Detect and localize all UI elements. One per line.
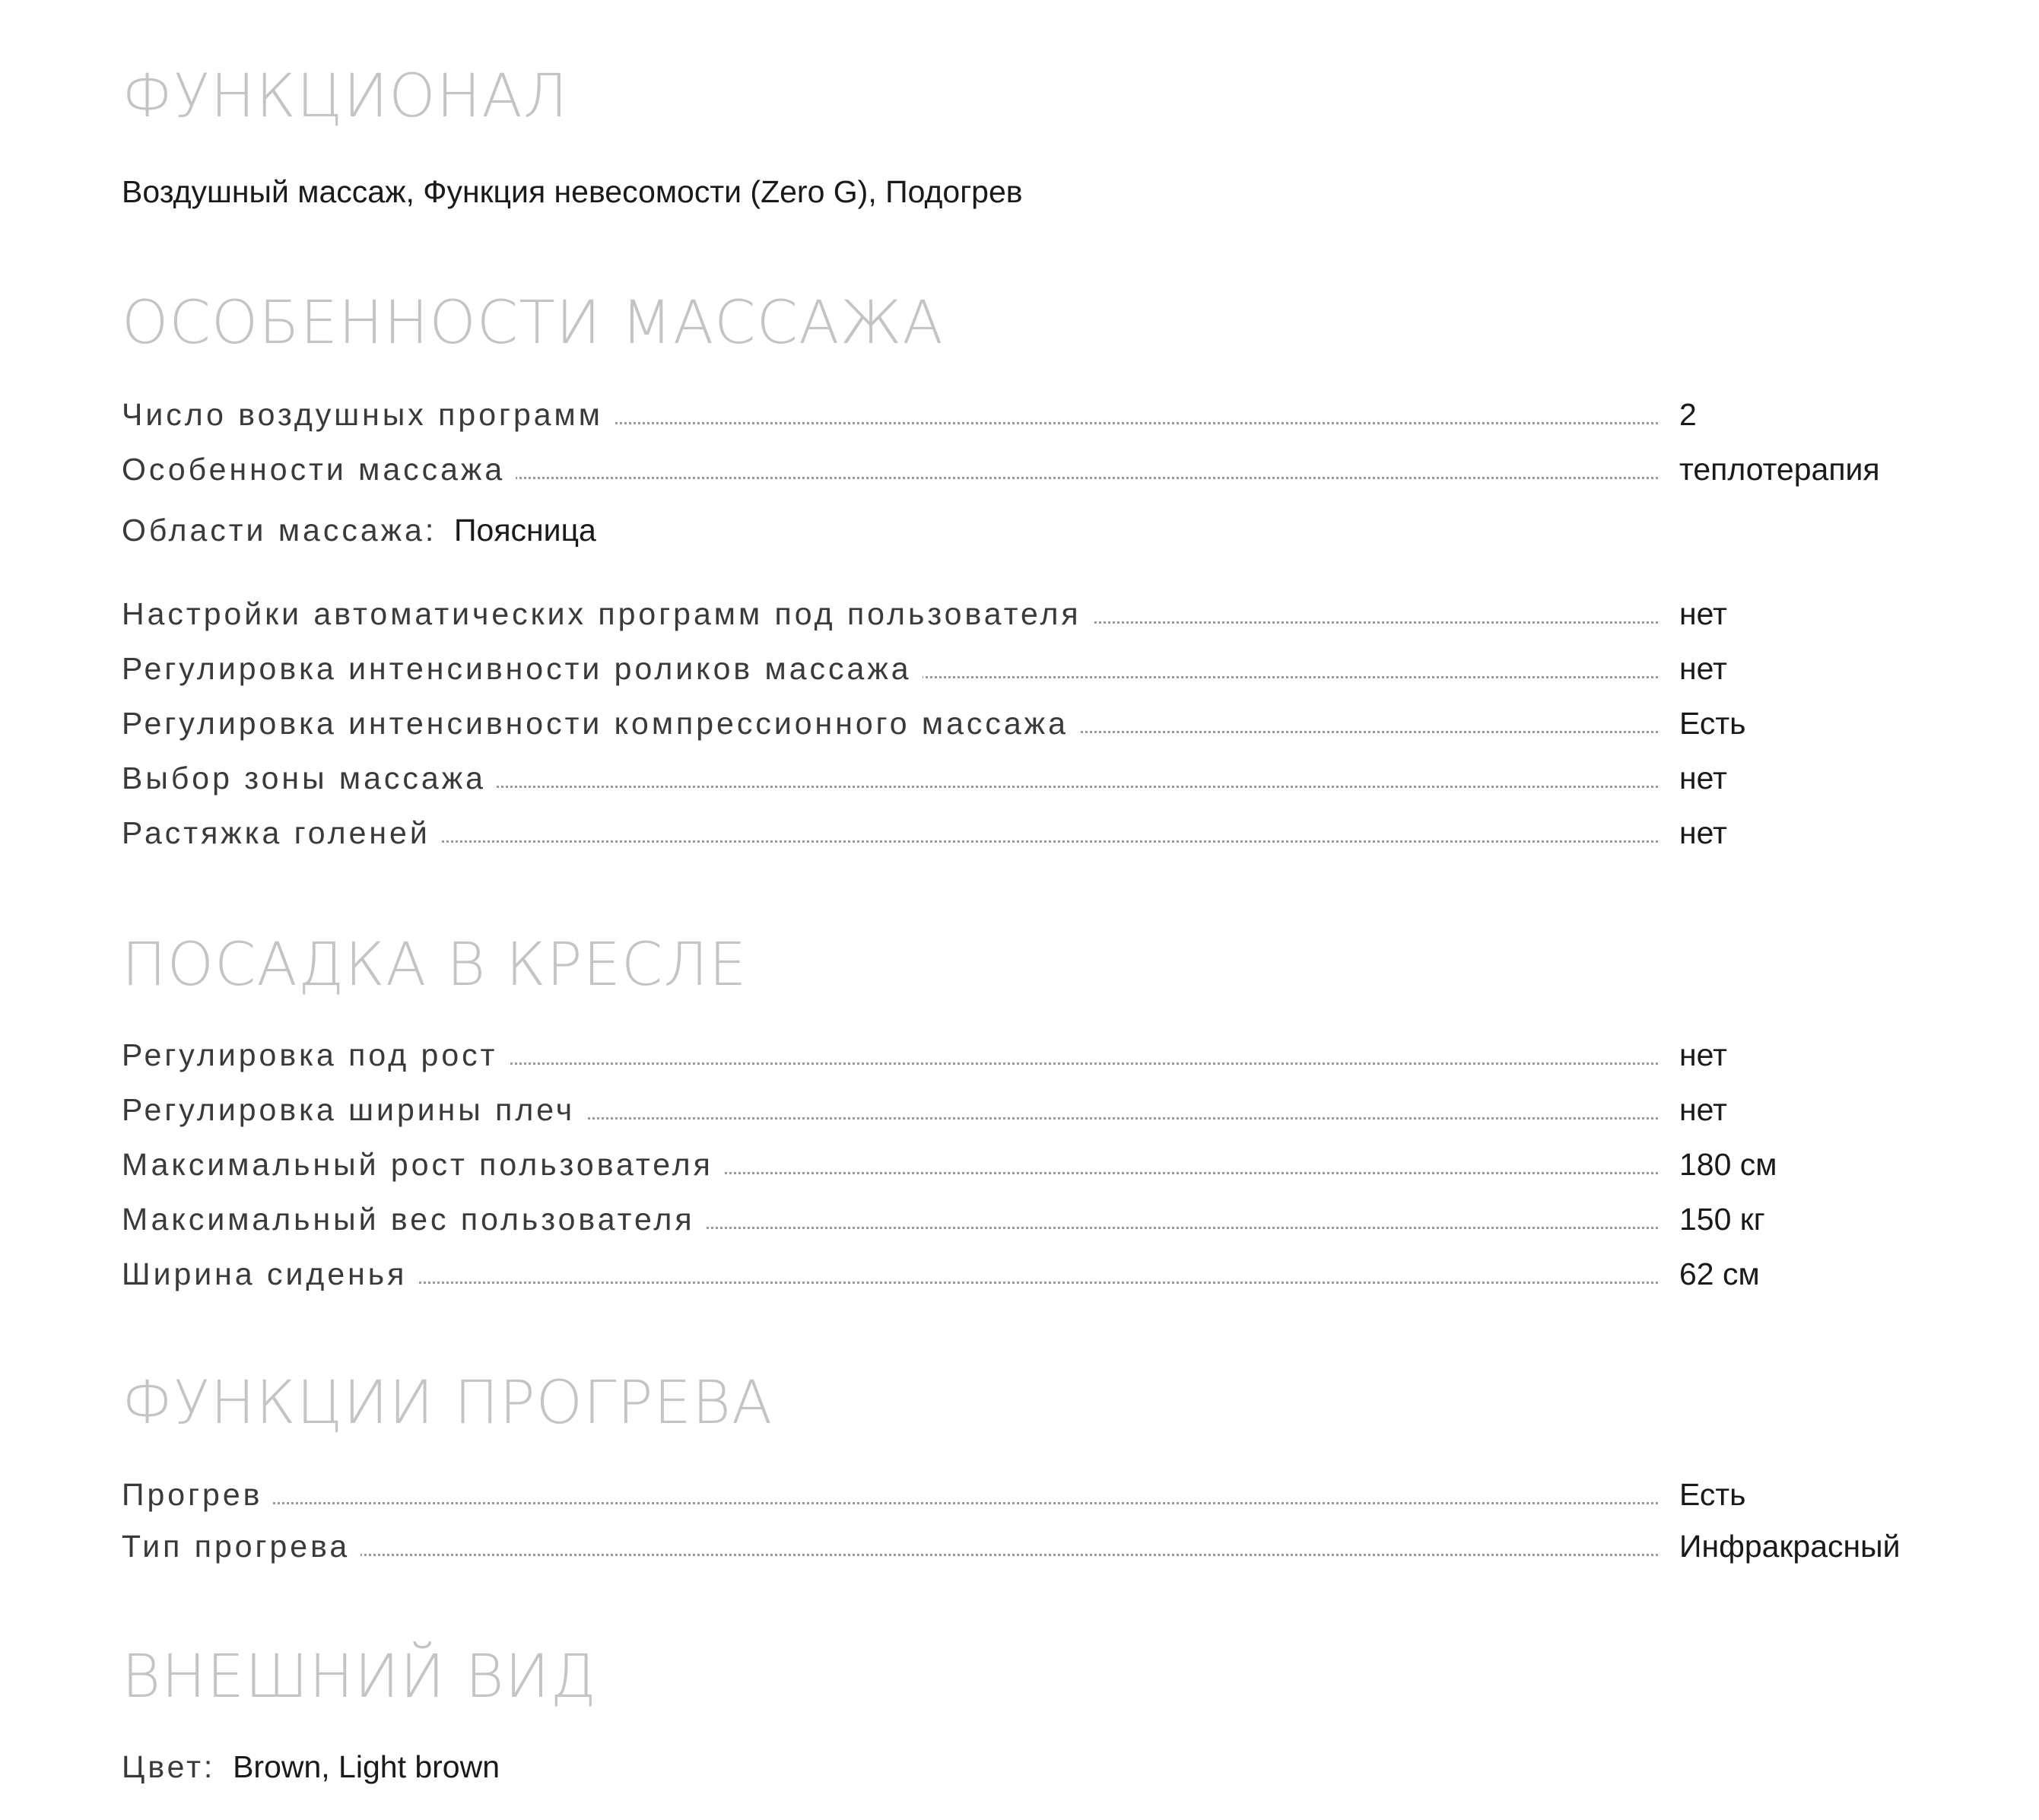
section-title-massage: ОСОБЕННОСТИ МАССАЖА [122, 289, 944, 357]
spec-label: Число воздушных программ [122, 395, 614, 434]
spec-label: Настройки автоматических программ под пользователя [122, 595, 1092, 633]
functional-features-text: Воздушный массаж, Функция невесомости (Zero G), Подогрев [122, 174, 1023, 209]
spec-value: нет [1679, 596, 1727, 631]
color-value: Brown, Light brown [224, 1749, 500, 1784]
spec-label: Максимальный вес пользователя [122, 1200, 706, 1238]
spec-value: нет [1679, 651, 1727, 686]
spec-value: Есть [1679, 706, 1746, 741]
spec-label: Ширина сиденья [122, 1255, 418, 1293]
spec-label: Прогрев [122, 1475, 273, 1513]
spec-row-height-adjust [122, 1036, 1947, 1074]
massage-areas [122, 511, 596, 549]
section-title-seating: ПОСАДКА В КРЕСЛЕ [122, 931, 748, 999]
spec-value: нет [1679, 1037, 1727, 1072]
spec-value: Есть [1679, 1477, 1746, 1512]
spec-row-heating-type [122, 1527, 1947, 1565]
spec-label: Регулировка под рост [122, 1036, 508, 1074]
spec-value: 2 [1679, 397, 1697, 432]
spec-row-zone-selection [122, 759, 1947, 797]
spec-row-roller-intensity [122, 650, 1947, 688]
spec-row-air-programs [122, 395, 1947, 434]
spec-value: нет [1679, 1092, 1727, 1127]
spec-label: Регулировка интенсивности роликов массажа [122, 650, 923, 688]
spec-row-massage-features [122, 450, 1947, 488]
spec-row-calf-stretch [122, 814, 1947, 852]
spec-value: 62 см [1679, 1256, 1760, 1291]
spec-value: нет [1679, 761, 1727, 796]
spec-label: Регулировка интенсивности компрессионного массажа [122, 704, 1079, 742]
section-title-functional: ФУНКЦИОНАЛ [122, 62, 569, 131]
dot-leader [122, 1502, 1658, 1504]
spec-row-max-height [122, 1145, 1947, 1183]
spec-label: Тип прогрева [122, 1527, 360, 1565]
spec-row-auto-programs [122, 595, 1947, 633]
spec-value: 180 см [1679, 1147, 1777, 1182]
spec-value: нет [1679, 815, 1727, 850]
spec-row-compression-intensity [122, 704, 1947, 742]
spec-label: Особенности массажа [122, 450, 516, 488]
section-title-heating: ФУНКЦИИ ПРОГРЕВА [122, 1369, 773, 1437]
spec-value: теплотерапия [1679, 452, 1880, 487]
section-title-appearance: ВНЕШНИЙ ВИД [122, 1643, 598, 1711]
spec-row-shoulder-width [122, 1091, 1947, 1129]
spec-row-seat-width [122, 1255, 1947, 1293]
appearance-color [122, 1748, 500, 1786]
spec-row-heating [122, 1475, 1947, 1513]
massage-areas-label: Области массажа: [122, 513, 437, 548]
spec-label: Максимальный рост пользователя [122, 1145, 724, 1183]
spec-label: Растяжка голеней [122, 814, 441, 852]
spec-value: Инфракрасный [1679, 1529, 1901, 1564]
spec-label: Регулировка ширины плеч [122, 1091, 586, 1129]
massage-areas-value: Поясница [445, 513, 596, 548]
color-label: Цвет: [122, 1749, 216, 1784]
spec-label: Выбор зоны массажа [122, 759, 497, 797]
spec-row-max-weight [122, 1200, 1947, 1238]
spec-value: 150 кг [1679, 1202, 1765, 1237]
